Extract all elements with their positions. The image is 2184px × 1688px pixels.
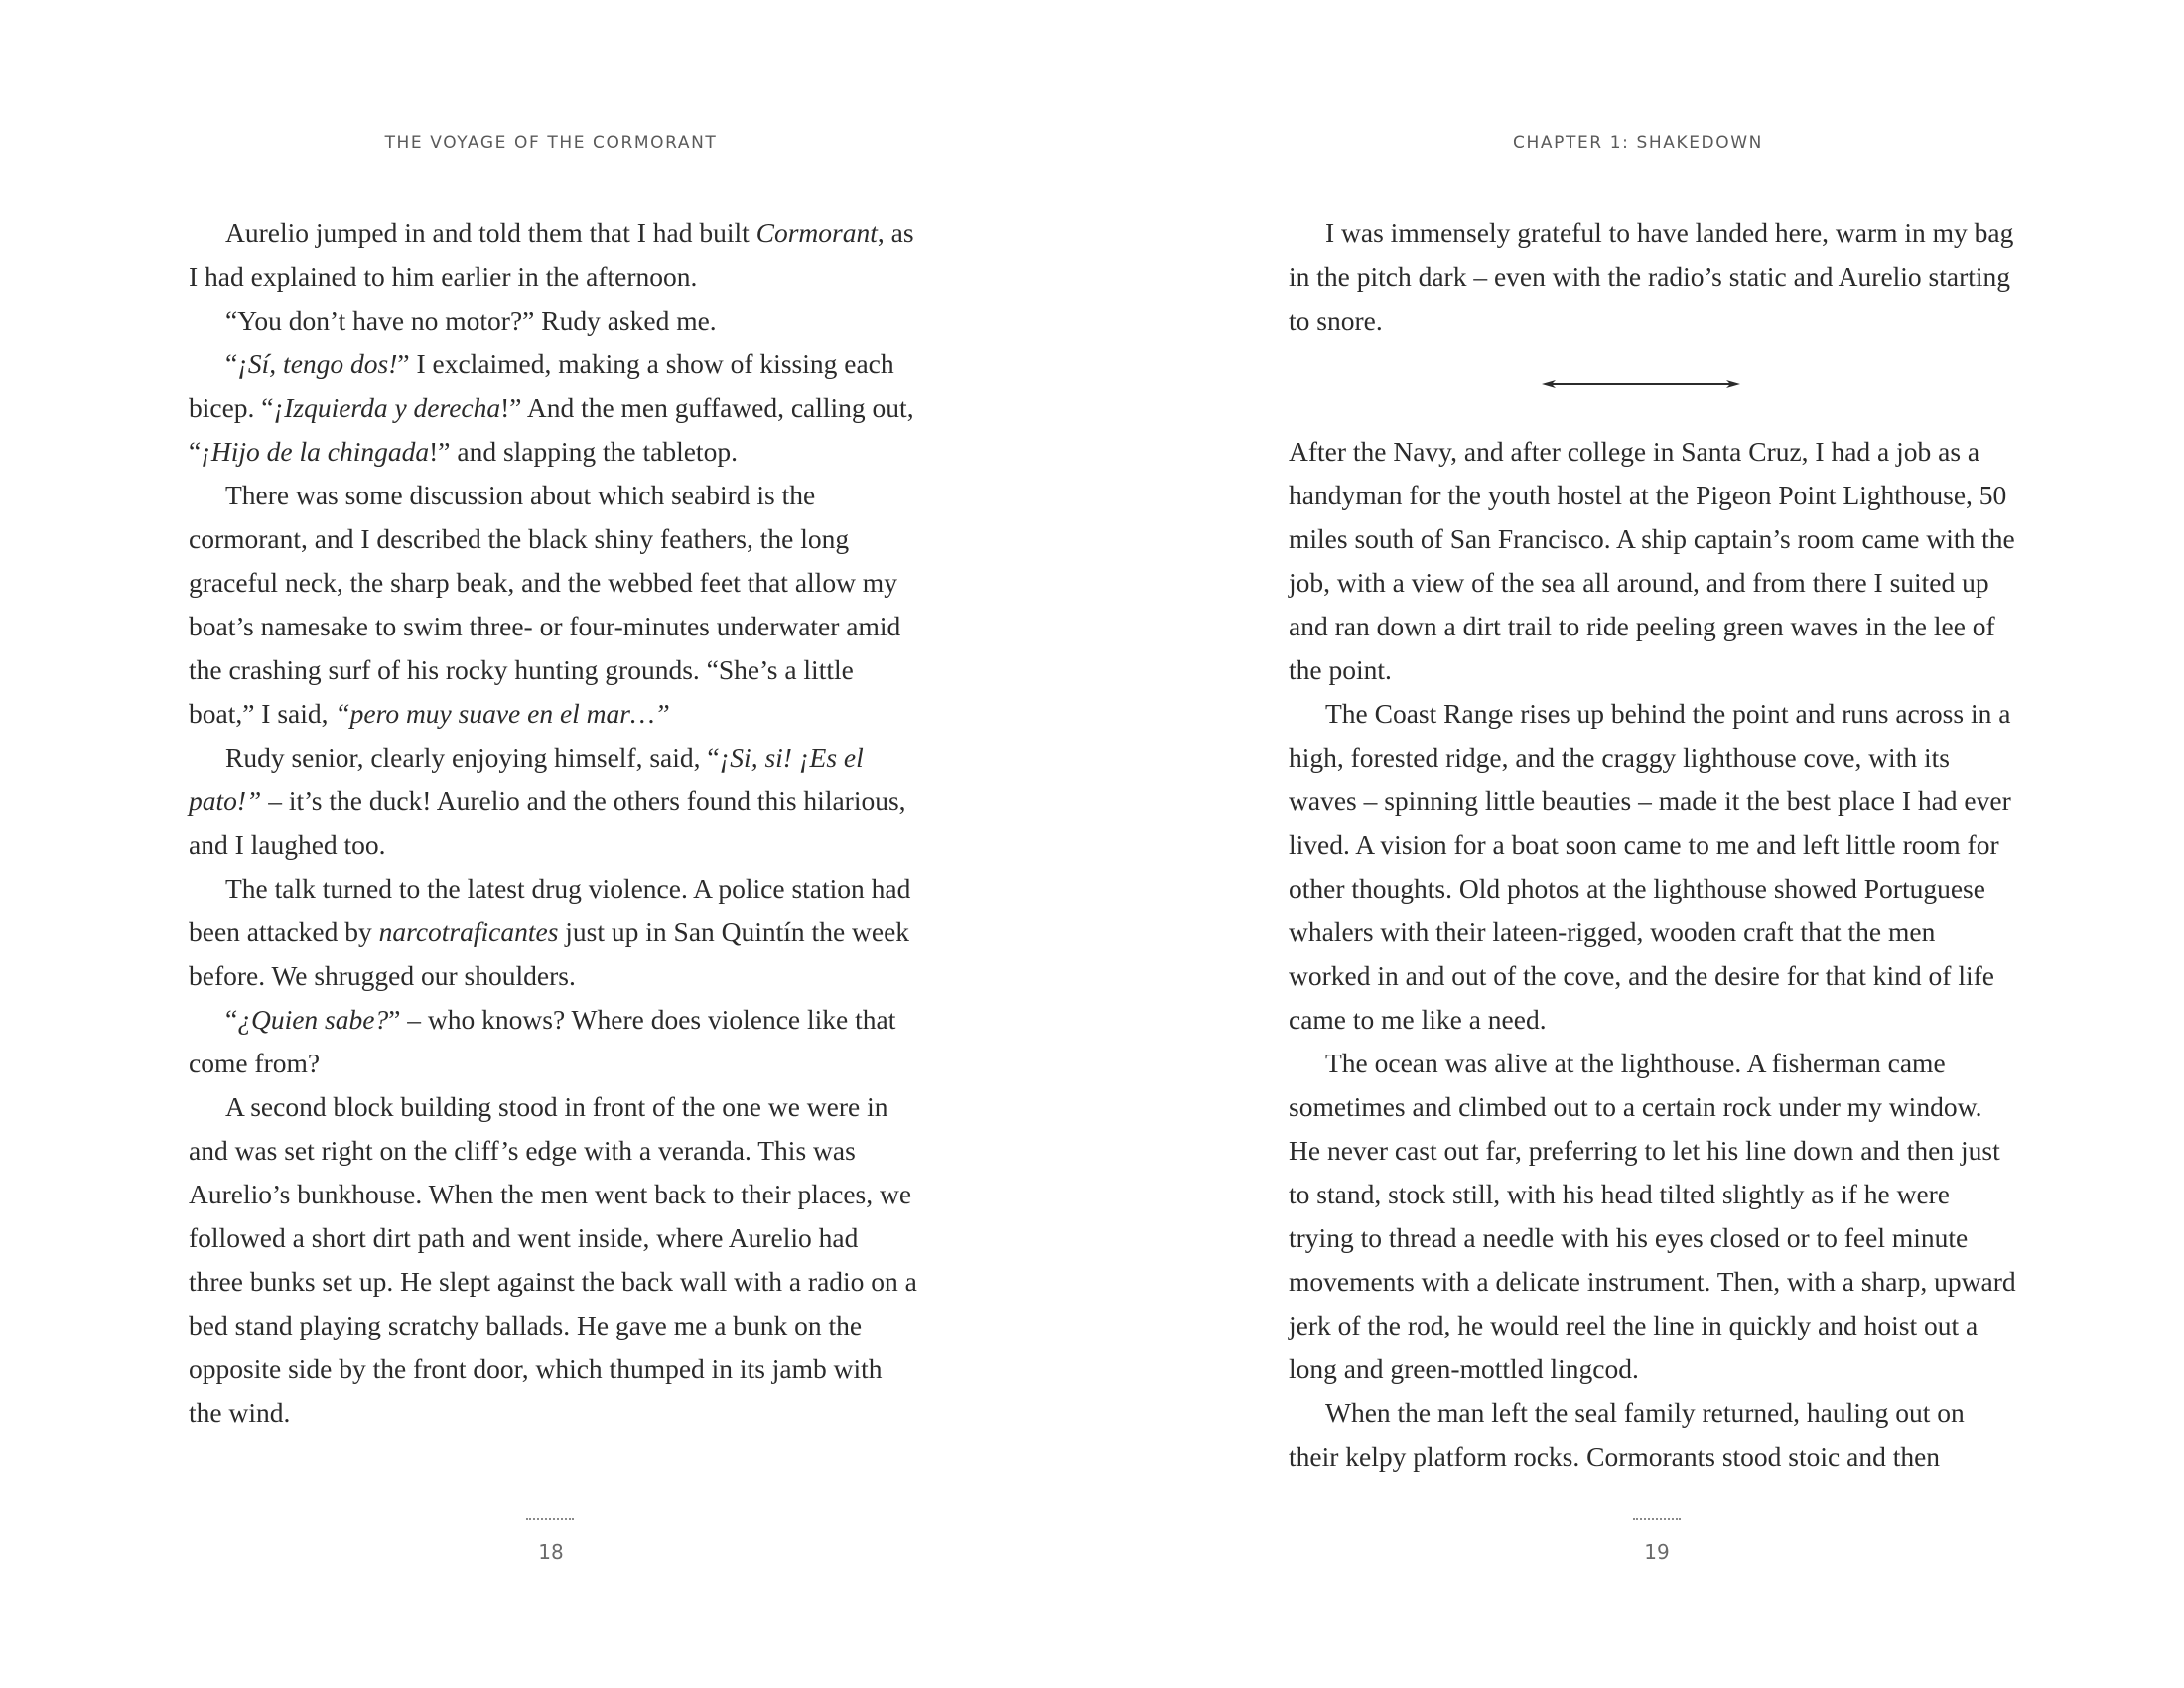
paragraphs-after-break	[1289, 430, 2018, 1478]
paragraph: “¡Sí, tengo dos!” I exclaimed, making a show of kissing each bicep. “¡Izquierda y derecha!” And the men guffawed, calling out, “¡Hijo de la chingada!” and slapping the tabletop.	[189, 349, 914, 467]
section-break-ornament	[1289, 343, 2018, 430]
left-text-block	[189, 211, 918, 1435]
paragraph: The talk turned to the latest drug violence. A police station had been attacked by narcotraficantes just up in San Quintín the week before. We shrugged our shoulders.	[189, 873, 911, 991]
folio-dots-right	[1633, 1518, 1681, 1520]
running-head-right: CHAPTER 1: SHAKEDOWN	[1513, 133, 1763, 153]
paragraph: I was immensely grateful to have landed here, warm in my bag in the pitch dark – even with the radio’s static and Aurelio starting to snore.	[1289, 217, 2014, 336]
italic-text: ¡Hijo de la chingada	[201, 436, 430, 467]
paragraph: Rudy senior, clearly enjoying himself, said, “¡Si, si! ¡Es el pato!” – it’s the duck! Aurelio and the others found this hilarious, and I laughed too.	[189, 742, 906, 860]
right-page	[1092, 0, 2184, 1688]
italic-text: narcotraficantes	[378, 916, 559, 947]
italic-text: “pero muy suave en el mar…”	[335, 698, 670, 729]
paragraph: After the Navy, and after college in Santa Cruz, I had a job as a handyman for the youth hostel at the Pigeon Point Lighthouse, 50 miles south of San Francisco. A ship captain’s room came with the job, with a view of the sea all around, and from there I suited up and ran down a dirt trail to ride peeling green waves in the lee of the point.	[1289, 436, 2015, 685]
paragraph: The ocean was alive at the lighthouse. A fisherman came sometimes and climbed out to a certain rock under my window. He never cast out far, preferring to let his line down and then just to stand, stock still, with his head tilted slightly as if he were trying to thread a needle with his eyes closed or to feel minute movements with a delicate instrument. Then, with a sharp, upward jerk of the rod, he would reel the line in quickly and hoist out a long and green-mottled lingcod.	[1289, 1048, 2016, 1384]
double-arrow-ornament-icon	[1542, 378, 1740, 390]
paragraph: “You don’t have no motor?” Rudy asked me.	[225, 305, 717, 336]
paragraph: A second block building stood in front of the one we were in and was set right on the cliff’s edge with a veranda. This was Aurelio’s bunkhouse. When the men went back to their places, we followed a short dirt path and went inside, where Aurelio had three bunks set up. He slept against the back wall with a radio on a bed stand playing scratchy ballads. He gave me a bunk on the opposite side by the front door, which thumped in its jamb with the wind.	[189, 1091, 917, 1428]
italic-text: ¡Izquierda y derecha	[273, 392, 501, 423]
italic-text: ¡Sí, tengo dos!	[237, 349, 398, 379]
paragraph: When the man left the seal family returned, hauling out on their kelpy platform rocks. Cormorants stood stoic and then	[1289, 1397, 1965, 1472]
paragraph: “¿Quien sabe?” – who knows? Where does violence like that come from?	[189, 1004, 896, 1078]
page-number-left: 18	[538, 1540, 564, 1564]
italic-text: ¡Si, si! ¡Es el pato!”	[189, 742, 864, 816]
paragraph: There was some discussion about which seabird is the cormorant, and I described the black shiny feathers, the long graceful neck, the sharp beak, and the webbed feet that allow my boat’s namesake to swim three- or four-minutes underwater amid the crashing surf of his rocky hunting grounds. “She’s a little boat,” I said, “pero muy suave en el mar…”	[189, 480, 901, 729]
italic-text: Cormorant	[755, 217, 878, 248]
italic-text: ¿Quien sabe?	[237, 1004, 389, 1035]
paragraphs-before-break	[1289, 211, 2018, 343]
paragraph: The Coast Range rises up behind the point and runs across in a high, forested ridge, and the craggy lighthouse cove, with its waves – spinning little beauties – made it the best place I had ever lived. A vision for a boat soon came to me and left little room for other thoughts. Old photos at the lighthouse showed Portuguese whalers with their lateen-rigged, wooden craft that the men worked in and out of the cove, and the desire for that kind of life came to me like a need.	[1289, 698, 2011, 1035]
running-head-left: THE VOYAGE OF THE CORMORANT	[384, 133, 718, 153]
right-text-block	[1289, 211, 2018, 1478]
folio-dots-left	[526, 1518, 574, 1520]
paragraph: Aurelio jumped in and told them that I had built Cormorant, as I had explained to him earlier in the afternoon.	[189, 217, 914, 292]
page-number-right: 19	[1644, 1540, 1670, 1564]
